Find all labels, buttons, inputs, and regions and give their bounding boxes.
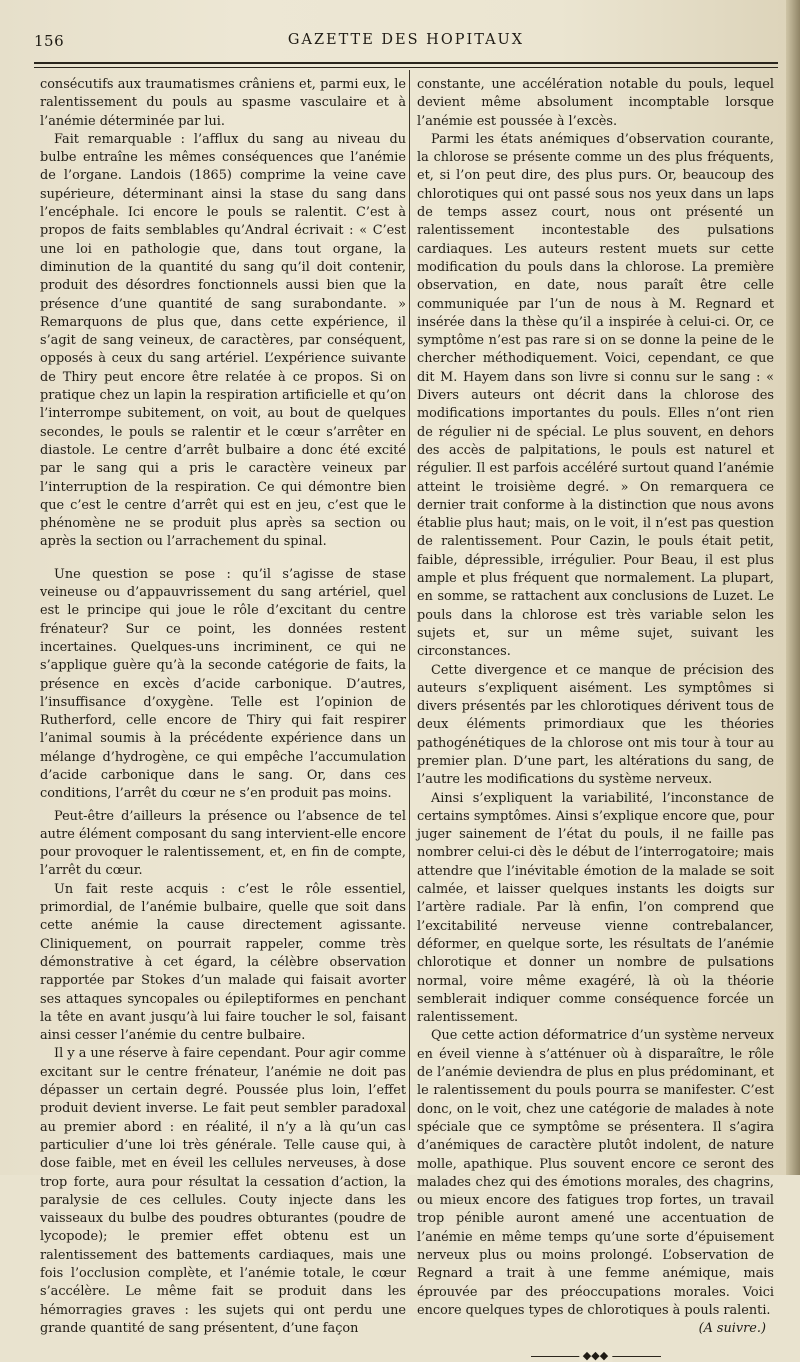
right-paragraph-5: Que cette action déformatrice d’un système nerveux en éveil vienne à s’atténuer où à disparaître, le rôle de l’anémie deviendra de plus en plus prédominant, et le ralentissement du pouls pourra se manifester. C’est donc, on le voit, chez une catégorie de malades à note spéciale que ce symptôme se présentera. Il s’agira d’anémiques de caractère plutôt indolent, de nature molle, apathique. Plus souvent encore ce seront des malades chez qui des émotions morales, des chagrins, ou mieux encore des fatigues trop fortes, un travail trop pénible auront amené une accentuation de l’anémie en même temps qu’une sorte d’épuisement nerveux plus ou moins prolongé. L’observation de Regnard a trait à une femme anémique, mais éprouvée par des préoccupations morales. Voici encore quelques types de chlorotiques à pouls ralenti.: [417, 1028, 774, 1318]
right-column: [417, 76, 774, 1362]
left-paragraph-3: Une question se pose : qu’il s’agisse de stase veineuse ou d’appauvrissement du sang artériel, quel est le principe qui joue le rôle d’excitant du centre frénateur? Sur ce point, les données restent incertaines. Quelques-uns incriminent, ce qui ne s’applique guère qu’à la seconde catégorie de faits, la présence en excès d’acide carbonique. D’autres, l’insuffisance d’oxygène. Telle est l’opinion de Rutherford, celle encore de Thiry qui fait respirer l’animal soumis à la précédente expérience dans un mélange d’hydrogène, ce qui empêche l’accumulation d’acide carbonique dans le sang. Or, dans ces conditions, l’arrêt du cœur ne s’en produit pas moins.: [40, 566, 406, 802]
right-paragraph-1: constante, une accélération notable du pouls, lequel devient même absolument incomptable lorsque l’anémie est poussée à l’excès.: [417, 77, 774, 129]
ornament-glyph: ◆◆◆: [579, 1350, 612, 1362]
page-header: [34, 30, 778, 54]
left-paragraph-4: Peut-être d’ailleurs la présence ou l’absence de tel autre élément composant du sang intervient-elle encore pour provoquer le ralentissement, et, en fin de compte, l’arrêt du cœur.: [40, 808, 406, 879]
right-paragraph-3: Cette divergence et ce manque de précision des auteurs s’expliquent aisément. Les symptômes si divers présentés par les chlorotiques dérivent tous de deux éléments primordiaux que les théories pathogénétiques de la chlorose ont mis tour à tour au premier plan. D’une part, les altérations du sang, de l’autre les modifications du système nerveux.: [417, 662, 774, 788]
end-ornament-rule: [531, 1349, 661, 1362]
right-paragraph-2: Parmi les états anémiques d’observation courante, la chlorose se présente comme un des plus fréquents, et, si l’on peut dire, des plus purs. Or, beaucoup des chlorotiques qui ont passé sous nos yeux dans un laps de temps assez court, nous ont présenté un ralentissement incontestable des pulsations cardiaques. Les auteurs restent muets sur cette modification du pouls dans la chlorose. La première observation, en date, nous paraît être celle communiquée par l’un de nous à M. Regnard et insérée dans la thèse qu’il a inspirée à celui-ci. Or, ce symptôme n’est pas rare si on se donne la peine de le chercher méthodiquement. Voici, cependant, ce que dit M. Hayem dans son livre si connu sur le sang : « Divers auteurs ont décrit dans la chlorose des modifications importantes du pouls. Elles n’ont rien de régulier ni de spécial. Le plus souvent, en dehors des accès de palpitations, le pouls est naturel et régulier. Il est parfois accéléré surtout quand l’anémie atteint le troisième degré. » On remarquera ce dernier trait conforme à la distinction que nous avons établie plus haut; mais, on le voit, il n’est pas question de ralentissement. Pour Cazin, le pouls était petit, faible, dépressible, irrégulier. Pour Beau, il est plus ample et plus fréquent que normalement. La plupart, en somme, se rattachent aux conclusions de Luzet. Le pouls dans la chlorose est très variable selon les sujets et, sur un même sujet, suivant les circonstances.: [417, 131, 774, 660]
column-divider: [409, 70, 410, 1130]
header-rule: [34, 62, 778, 68]
left-paragraph-5: Un fait reste acquis : c’est le rôle essentiel, primordial, de l’anémie bulbaire, quelle que soit dans cette anémie la cause directement agissante. Cliniquement, on pourrait rappeler, comme très démonstrative à cet égard, la célèbre observation rapportée par Stokes d’un malade qui faisait avorter ses attaques syncopales ou épileptiformes en penchant la tête en avant jusqu’à lui faire toucher le sol, faisant ainsi cesser l’anémie du centre bulbaire.: [40, 881, 406, 1044]
left-column: [40, 76, 406, 1338]
book-spine-shadow: [786, 0, 800, 1175]
to-be-continued: (A suivre.): [698, 1321, 766, 1337]
left-paragraph-2: Fait remarquable : l’afflux du sang au niveau du bulbe entraîne les mêmes conséquences que l’anémie de l’organe. Landois (1865) comprime la veine cave supérieure, déterminant ainsi la stase du sang dans l’encéphale. Ici encore le pouls se ralentit. C’est à propos de faits semblables qu’Andral écrivait : « C’est une loi en pathologie que, dans tout organe, la diminution de la quantité du sang qu’il doit contenir, produit des désordres fonctionnels aussi bien que la présence d’une quantité de sang surabondante. » Remarquons de plus que, dans cette expérience, il s’agit de sang veineux, de caractères, par conséquent, opposés à ceux du sang artériel. L’expérience suivante de Thiry peut encore être relatée à ce propos. Si on pratique chez un lapin la respiration artificielle et qu’on l’interrompe subitement, on voit, au bout de quelques secondes, le pouls se ralentir et le cœur s’arrêter en diastole. Le centre d’arrêt bulbaire a donc été excité par le sang qui a pris le caractère veineux par l’interruption de la respiration. Ce qui démontre bien que c’est le centre d’arrêt qui est en jeu, c’est que le phénomène ne se produit plus après sa section ou après la section ou l’arrachement du spinal.: [40, 131, 406, 550]
right-paragraph-4: Ainsi s’expliquent la variabilité, l’inconstance de certains symptômes. Ainsi s’explique encore que, pour juger sainement de l’état du pouls, il ne faille pas nombrer celui-ci dès le début de l’interrogatoire; mais attendre que l’inévitable émotion de la malade se soit calmée, et laisser quelques instants les doigts sur l’artère radiale. Par là enfin, l’on comprend que l’excitabilité nerveuse vienne contrebalancer, déformer, en quelque sorte, les résultats de l’anémie chlorotique et donner un nombre de pulsations normal, voire même exagéré, là où la théorie semblerait indiquer comme conséquence forcée un ralentissement.: [417, 790, 774, 1026]
left-paragraph-6: Il y a une réserve à faire cependant. Pour agir comme excitant sur le centre frénateur, l’anémie ne doit pas dépasser un certain degré. Poussée plus loin, l’effet produit devient inverse. Le fait peut sembler paradoxal au premier abord : en réalité, il n’y a là qu’un cas particulier d’une loi très générale. Telle cause qui, à dose faible, met en éveil les cellules nerveuses, à dose trop forte, aura pour résultat la cessation d’action, la paralysie de ces cellules. Couty injecte dans les vaisseaux du bulbe des poudres obturantes (poudre de lycopode); le premier effet obtenu est un ralentissement des battements cardiaques, mais une fois l’occlusion complète, et l’anémie totale, le cœur s’accélère. Le même fait se produit dans les hémorragies graves : les sujets qui ont perdu une grande quantité de sang présentent, d’une façon: [40, 1046, 406, 1336]
page-number: 156: [34, 32, 65, 50]
left-paragraph-1: consécutifs aux traumatismes crâniens et, parmi eux, le ralentissement du pouls au spasme vasculaire et à l’anémie déterminée par lui.: [40, 77, 406, 129]
running-title: GAZETTE DES HOPITAUX: [287, 32, 525, 48]
